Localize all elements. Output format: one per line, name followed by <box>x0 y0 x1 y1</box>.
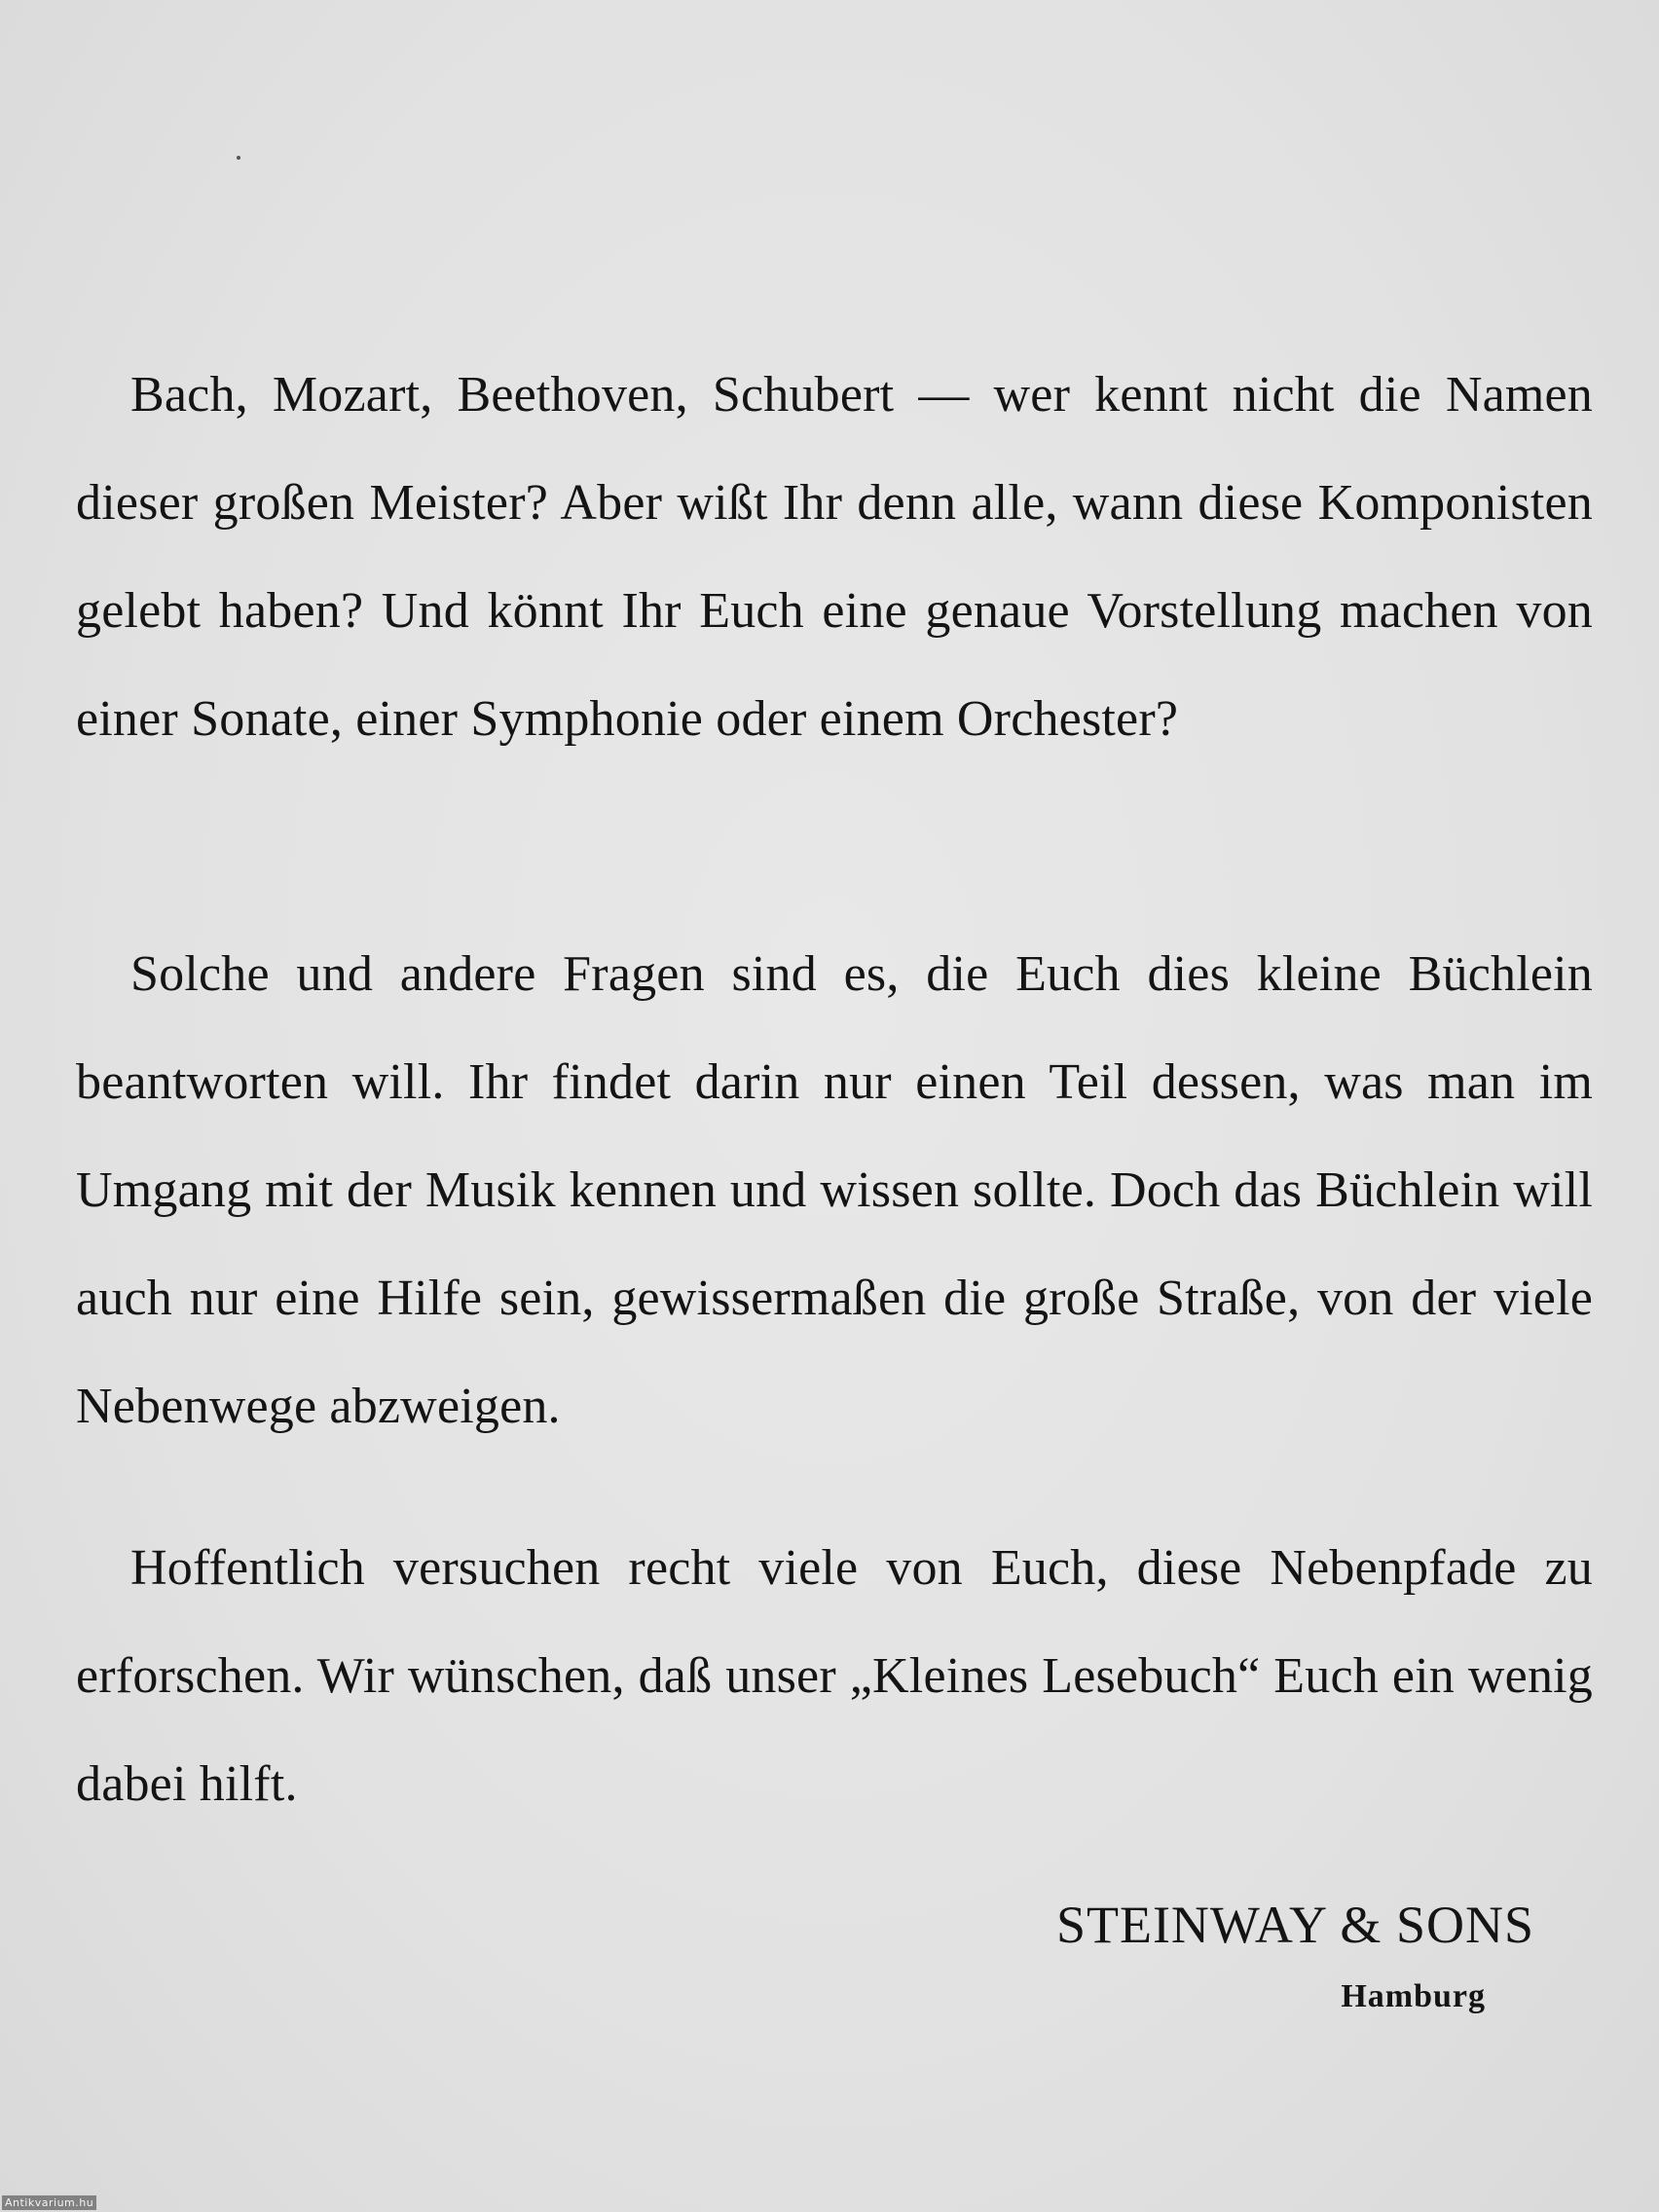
print-speck <box>237 156 240 160</box>
paragraph-closing: Hoffentlich versuchen recht viele von Euch, diese Nebenpfade zu erforschen. Wir wünschen, daß unser „Kleines Lesebuch“ Euch ein wenig dabei hilft. <box>76 1540 1593 1812</box>
paragraph-intro: Bach, Mozart, Beethoven, Schubert — wer kennt nicht die Namen dieser großen Meister? Aber wißt Ihr denn alle, wann diese Komponisten gelebt haben? Und könnt Ihr Euch eine genaue Vorstellung machen von einer Sonate, einer Symphonie oder einem Orchester? <box>76 367 1593 747</box>
watermark: Antikvarium.hu <box>2 2195 96 2210</box>
signature-city: Hamburg <box>1341 1978 1486 2014</box>
signature-block <box>853 1891 1534 1959</box>
signature-name: STEINWAY & SONS <box>1055 1896 1534 1954</box>
paragraph-purpose: Solche und andere Fragen sind es, die Euch dies kleine Büchlein beantworten will. Ihr findet darin nur einen Teil dessen, was man im Umgang mit der Musik kennen und wissen sollte. Doch das Büchlein will auch nur eine Hilfe sein, gewissermaßen die große Straße, von der viele Nebenwege abzweigen. <box>76 946 1593 1434</box>
